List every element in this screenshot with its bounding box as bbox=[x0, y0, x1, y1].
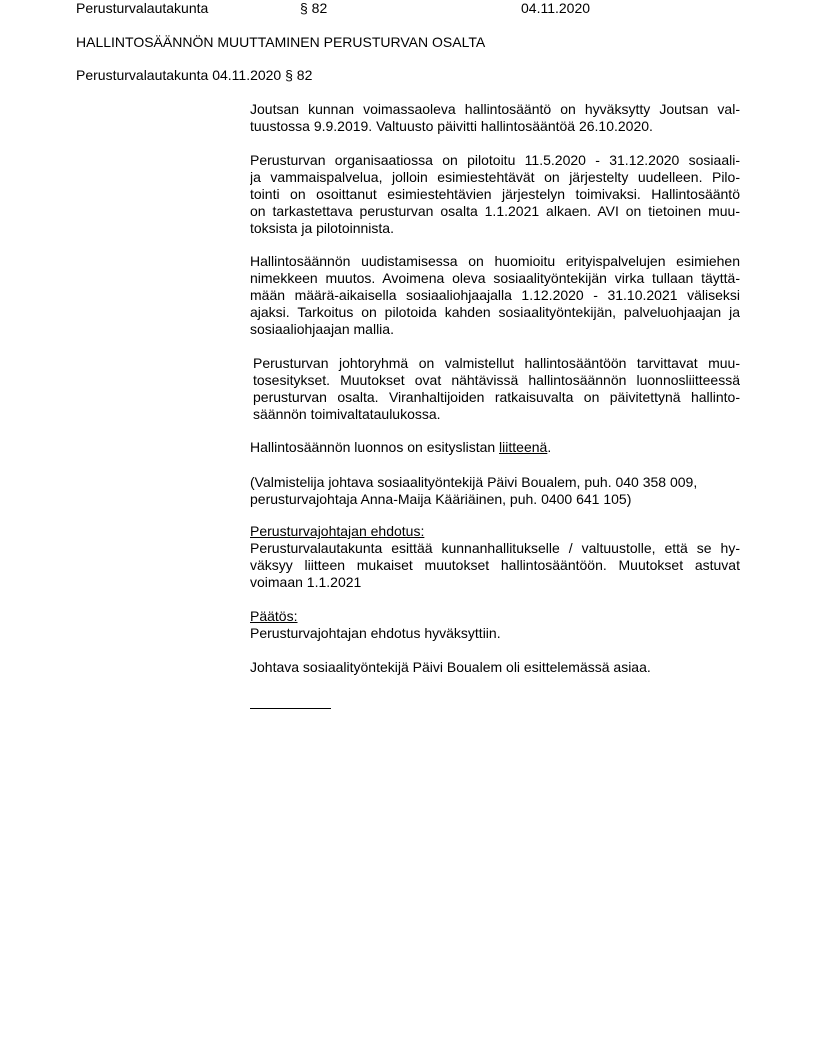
paragraph-line: toksista ja pilotoinnista. bbox=[250, 220, 394, 236]
paragraph-line: mään määrä-aikaisella sosiaaliohjaajalla 1.12.2020 - 31.10.2021 väliseksi bbox=[250, 287, 740, 303]
closing-note: Johtava sosiaalityöntekijä Päivi Boualem oli esittelemässä asiaa. bbox=[250, 659, 651, 675]
paragraph-line: tosesitykset. Muutokset ovat nähtävissä hallintosäännön luonnosliitteessä bbox=[253, 372, 740, 388]
paragraph-3 bbox=[250, 253, 740, 338]
paragraph-line: Perusturvan organisaatiossa on pilotoitu 11.5.2020 - 31.12.2020 sosiaali- bbox=[250, 152, 740, 168]
paragraph-line: on tarkastettava perusturvan osalta 1.1.2021 alkaen. AVI on tietoinen muu- bbox=[250, 203, 740, 219]
preparer-info: (Valmistelija johtava sosiaalityöntekijä Päivi Boualem, puh. 040 358 009, perusturvajohtaja Anna-Maija Kääriäinen, puh. 0400 641 105) bbox=[250, 474, 698, 507]
paragraph-1 bbox=[250, 101, 740, 135]
paragraph-line: nimekkeen muutos. Avoimena oleva sosiaalityöntekijän virka tullaan täyttä- bbox=[250, 270, 740, 286]
proposal: Perusturvajohtajan ehdotus: Perusturvalautakunta esittää kunnanhallitukselle / valtuustolle, että se hy- väksyy liitteen mukaiset muutokset hallintosääntöön. Muutokset astuvat voimaan 1.1.2021 bbox=[250, 523, 740, 590]
decision-heading: Päätös: bbox=[250, 608, 298, 624]
closing-rule bbox=[250, 708, 331, 709]
paragraph-line: Joutsan kunnan voimassaoleva hallintosääntö on hyväksytty Joutsan val- bbox=[250, 101, 740, 117]
attachment-note: Hallintosäännön luonnos on esityslistan liitteenä. bbox=[250, 439, 552, 455]
paragraph-line: Hallintosäännön uudistamisessa on huomioitu erityispalvelujen esimiehen bbox=[250, 253, 740, 269]
paragraph-line: säännön toimivaltataulukossa. bbox=[253, 406, 441, 422]
paragraph-line: Perusturvan johtoryhmä on valmistellut hallintosääntöön tarvittavat muu- bbox=[253, 355, 740, 371]
paragraph-line: sosiaaliohjaajan mallia. bbox=[250, 321, 394, 337]
paragraph-line: perusturvan osalta. Viranhaltijoiden ratkaisuvalta on päivitettynä hallinto- bbox=[253, 389, 740, 405]
decision: Päätös: Perusturvajohtajan ehdotus hyväksyttiin. bbox=[250, 608, 501, 641]
proposal-heading: Perusturvajohtajan ehdotus: bbox=[250, 523, 425, 539]
paragraph-line: ja vammaispalvelua, jolloin esimiestehtävät on järjestelty uudelleen. Pilo- bbox=[250, 169, 740, 185]
paragraph-line: tointi on osoittanut esimiestehtävien järjestelyn toimivaksi. Hallintosääntö bbox=[250, 186, 740, 202]
paragraph-line: ajaksi. Tarkoitus on pilotoida kahden sosiaalityöntekijän, palveluohjaajan ja bbox=[250, 304, 740, 320]
header-section: § 82 bbox=[300, 0, 328, 16]
paragraph-2 bbox=[250, 152, 740, 237]
meeting-reference: Perusturvalautakunta 04.11.2020 § 82 bbox=[76, 67, 313, 83]
header-board: Perusturvalautakunta bbox=[76, 0, 209, 16]
paragraph-4 bbox=[253, 355, 740, 423]
header-date: 04.11.2020 bbox=[521, 0, 591, 16]
document-title: HALLINTOSÄÄNNÖN MUUTTAMINEN PERUSTURVAN OSALTA bbox=[76, 34, 486, 50]
attachment-link[interactable]: liitteenä bbox=[499, 439, 548, 455]
paragraph-line: tuustossa 9.9.2019. Valtuusto päivitti hallintosääntöä 26.10.2020. bbox=[250, 118, 653, 134]
